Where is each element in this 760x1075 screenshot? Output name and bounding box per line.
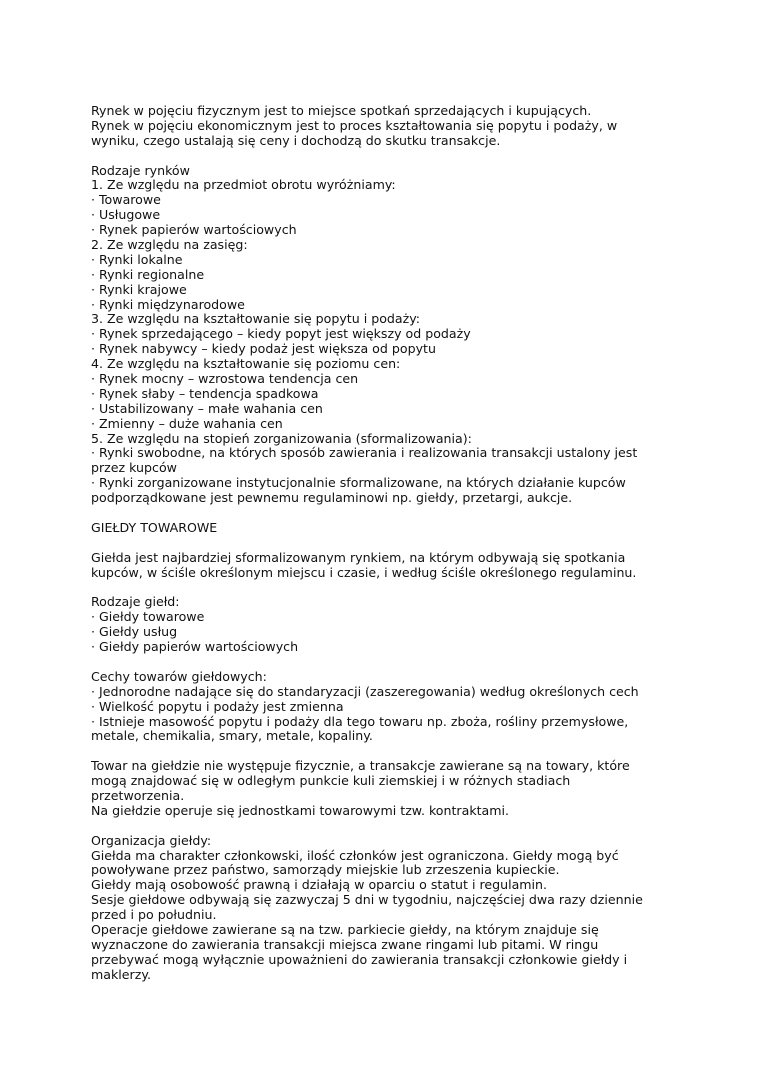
list-item: · Rynek nabywcy – kiedy podaż jest większa od popytu (91, 341, 436, 357)
text-line: przebywać mogą wyłącznie upoważnieni do zawierania transakcji członkowie giełdy i (91, 951, 628, 967)
text-line: Na giełdzie operuje się jednostkami towarowymi tzw. kontraktami. (91, 802, 510, 818)
text-line: Towar na giełdzie nie występuje fizycznie, a transakcje zawierane są na towary, które (91, 758, 630, 774)
commodity-features-section (91, 670, 691, 744)
text-line: Rynek w pojęciu ekonomicznym jest to proces kształtowania się popytu i podaży, w (91, 117, 618, 133)
exchange-types-section (91, 595, 691, 655)
text-line: przetworzenia. (91, 787, 185, 803)
spacer (91, 506, 691, 521)
text-line: Giełda jest najbardziej sformalizowanym rynkiem, na którym odbywają się spotkania (91, 549, 626, 565)
document-page (91, 104, 691, 983)
spacer (91, 819, 691, 834)
organization-section (91, 834, 691, 983)
list-item: · Rynki krajowe (91, 281, 187, 297)
section-title: Organizacja giełdy: (91, 832, 212, 848)
text-line: kupców, w ściśle określonym miejscu i czasie, i według ściśle określonego regulaminu. (91, 564, 637, 580)
list-item: · Giełdy towarowe (91, 609, 205, 625)
list-item: · Giełdy usług (91, 624, 178, 640)
heading-gieldy-towarowe: GIEŁDY TOWAROWE (91, 519, 218, 535)
text-line: Rynek w pojęciu fizycznym jest to miejsce spotkań sprzedających i kupujących. (91, 103, 592, 118)
list-item: · Rynki swobodne, na których sposób zawierania i realizowania transakcji ustalony jest (91, 445, 638, 461)
list-item: · Istnieje masowość popytu i podaży dla tego towaru np. zboża, rośliny przemysłowe, (91, 713, 629, 729)
text-line: wyznaczone do zawierania transakcji miejsca zwane ringami lub pitami. W ringu (91, 936, 599, 952)
market-types-section (91, 164, 691, 506)
spacer (91, 655, 691, 670)
list-item: · Rynki międzynarodowe (91, 296, 245, 312)
list-item-continuation: przez kupców (91, 460, 177, 476)
spacer (91, 536, 691, 551)
text-line: Operacje giełdowe zawierane są na tzw. parkiecie giełdy, na którym znajduje się (91, 921, 599, 937)
spacer (91, 581, 691, 596)
text-line: maklerzy. (91, 966, 151, 982)
list-item: · Ustabilizowany – małe wahania cen (91, 400, 323, 416)
text-line: mogą znajdować się w odległym punkcie kuli ziemskiej i w różnych stadiach (91, 773, 571, 789)
list-item: · Usługowe (91, 207, 161, 223)
list-item: · Jednorodne nadające się do standaryzacji (zaszeregowania) według określonych cech (91, 683, 639, 699)
text-line: Giełdy mają osobowość prawną i działają w oparciu o statut i regulamin. (91, 877, 548, 893)
exchange-definition-paragraph (91, 551, 691, 581)
list-item: · Rynki regionalne (91, 266, 205, 282)
list-item: · Rynki zorganizowane instytucjonalnie sformalizowane, na których działanie kupców (91, 475, 626, 491)
list-heading: 5. Ze względu na stopień zorganizowania (sformalizowania): (91, 430, 472, 446)
section-title: Rodzaje giełd: (91, 594, 180, 610)
list-item: · Rynek sprzedającego – kiedy popyt jest większy od podaży (91, 326, 471, 342)
text-line: powoływane przez państwo, samorządy miejskie lub zrzeszenia kupieckie. (91, 862, 560, 878)
list-item-continuation: podporządkowane jest pewnemu regulaminowi np. giełdy, przetargi, aukcje. (91, 490, 573, 506)
list-item: · Rynek papierów wartościowych (91, 222, 297, 238)
text-line: wyniku, czego ustalają się ceny i dochodzą do skutku transakcje. (91, 132, 501, 148)
list-item: · Giełdy papierów wartościowych (91, 639, 299, 655)
text-line: przed i po południu. (91, 907, 217, 923)
intro-paragraph (91, 104, 691, 149)
list-item: · Wielkość popytu i podaży jest zmienna (91, 698, 344, 714)
text-line: Sesje giełdowe odbywają się zazwyczaj 5 dni w tygodniu, najczęściej dwa razy dziennie (91, 892, 643, 908)
list-item: · Rynki lokalne (91, 251, 183, 267)
list-item: · Zmienny – duże wahania cen (91, 415, 283, 431)
spacer (91, 744, 691, 759)
list-item-continuation: metale, chemikalia, smary, metale, kopaliny. (91, 728, 373, 744)
list-item: · Towarowe (91, 192, 161, 208)
list-heading: 4. Ze względu na kształtowanie się poziomu cen: (91, 356, 401, 372)
list-item: · Rynek słaby – tendencja spadkowa (91, 385, 319, 401)
text-line: Giełda ma charakter członkowski, ilość członków jest ograniczona. Giełdy mogą być (91, 847, 619, 863)
list-heading: 3. Ze względu na kształtowanie się popytu i podaży: (91, 311, 421, 327)
section-title: Cechy towarów giełdowych: (91, 668, 267, 684)
list-heading: 2. Ze względu na zasięg: (91, 237, 248, 253)
section-title: Rodzaje rynków (91, 162, 190, 178)
commodity-paragraph (91, 759, 691, 819)
list-item: · Rynek mocny – wzrostowa tendencja cen (91, 371, 359, 387)
list-heading: 1. Ze względu na przedmiot obrotu wyróżniamy: (91, 177, 396, 193)
spacer (91, 149, 691, 164)
